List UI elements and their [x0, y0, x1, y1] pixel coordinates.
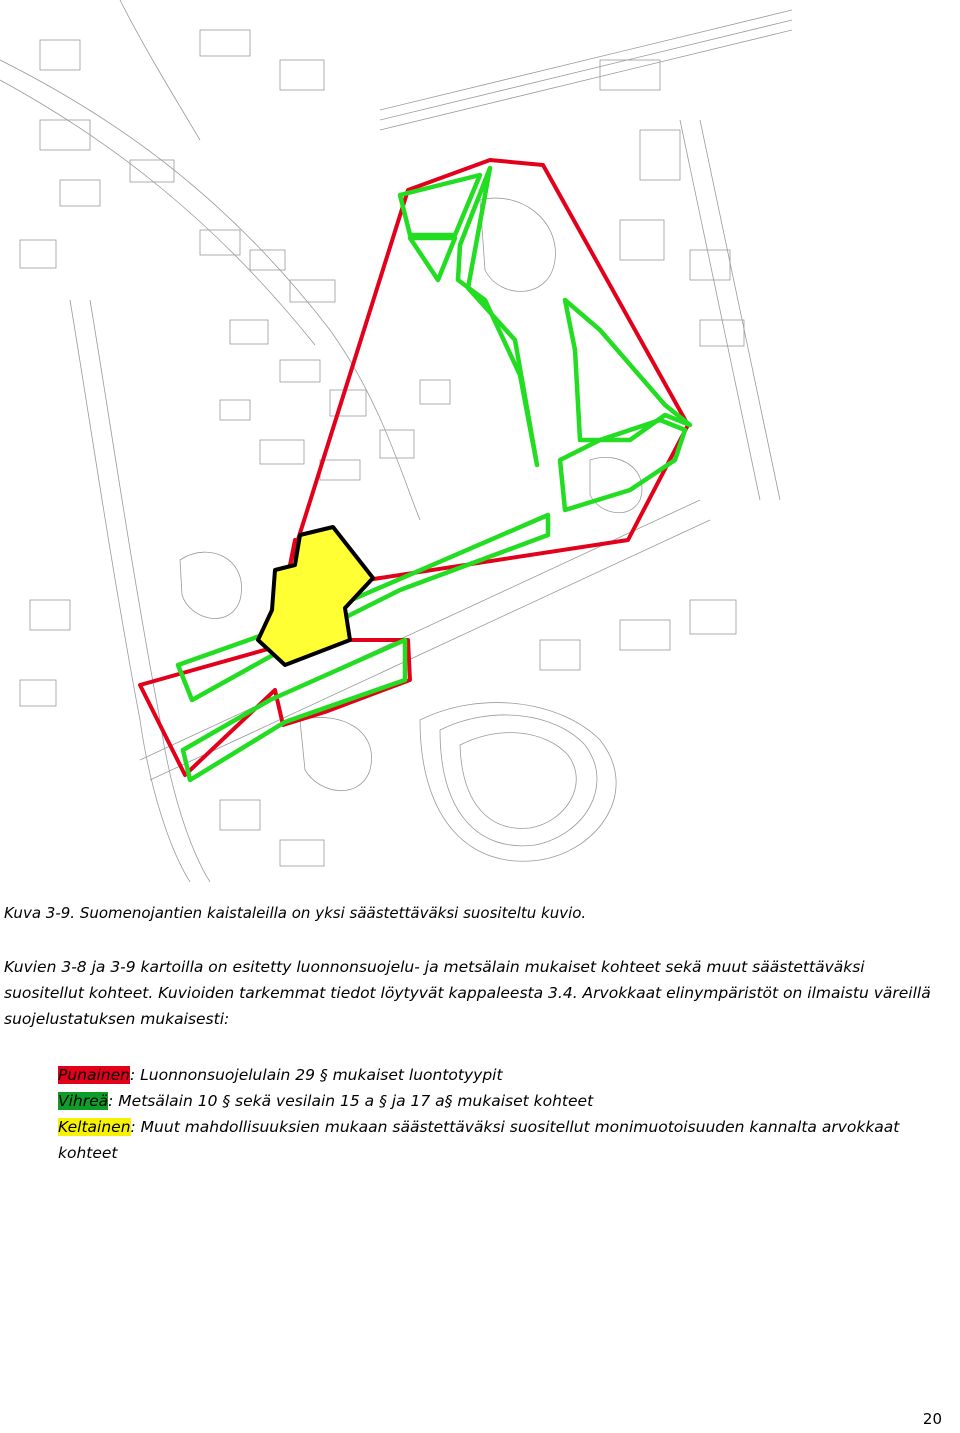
yellow-valuable-area	[258, 527, 373, 665]
legend-key-red: Punainen	[58, 1066, 130, 1084]
legend-item-green	[58, 1088, 948, 1114]
legend-item-red	[58, 1062, 948, 1088]
green-forest-areas	[178, 168, 690, 780]
legend-key-green: Vihreä	[58, 1092, 109, 1110]
legend-key-yellow: Keltainen	[58, 1118, 131, 1136]
legend-text-red: : Luonnonsuojelulain 29 § mukaiset luontotyypit	[129, 1066, 503, 1084]
legend-text-green: : Metsälain 10 § sekä vesilain 15 a § ja 17 a§ mukaiset kohteet	[108, 1092, 594, 1110]
legend-text-yellow: : Muut mahdollisuuksien mukaan säästettäväksi suositellut monimuotoisuuden kannalta arvokkaat kohteet	[58, 1118, 900, 1162]
figure-caption: Kuva 3-9. Suomenojantien kaistaleilla on yksi säästettäväksi suositeltu kuvio.	[4, 904, 587, 922]
body-paragraph: Kuvien 3-8 ja 3-9 kartoilla on esitetty luonnonsuojelu- ja metsälain mukaiset kohteet sekä muut säästettäväksi suositellut kohteet. Kuvioiden tarkemmat tiedot löytyvät kappaleesta 3.4. Arvokkaat elinympäristöt on ilmaistu väreillä suojelustatuksen mukaisesti:	[4, 958, 931, 1028]
page-number: 20	[922, 1410, 942, 1428]
legend-item-yellow	[58, 1114, 948, 1166]
